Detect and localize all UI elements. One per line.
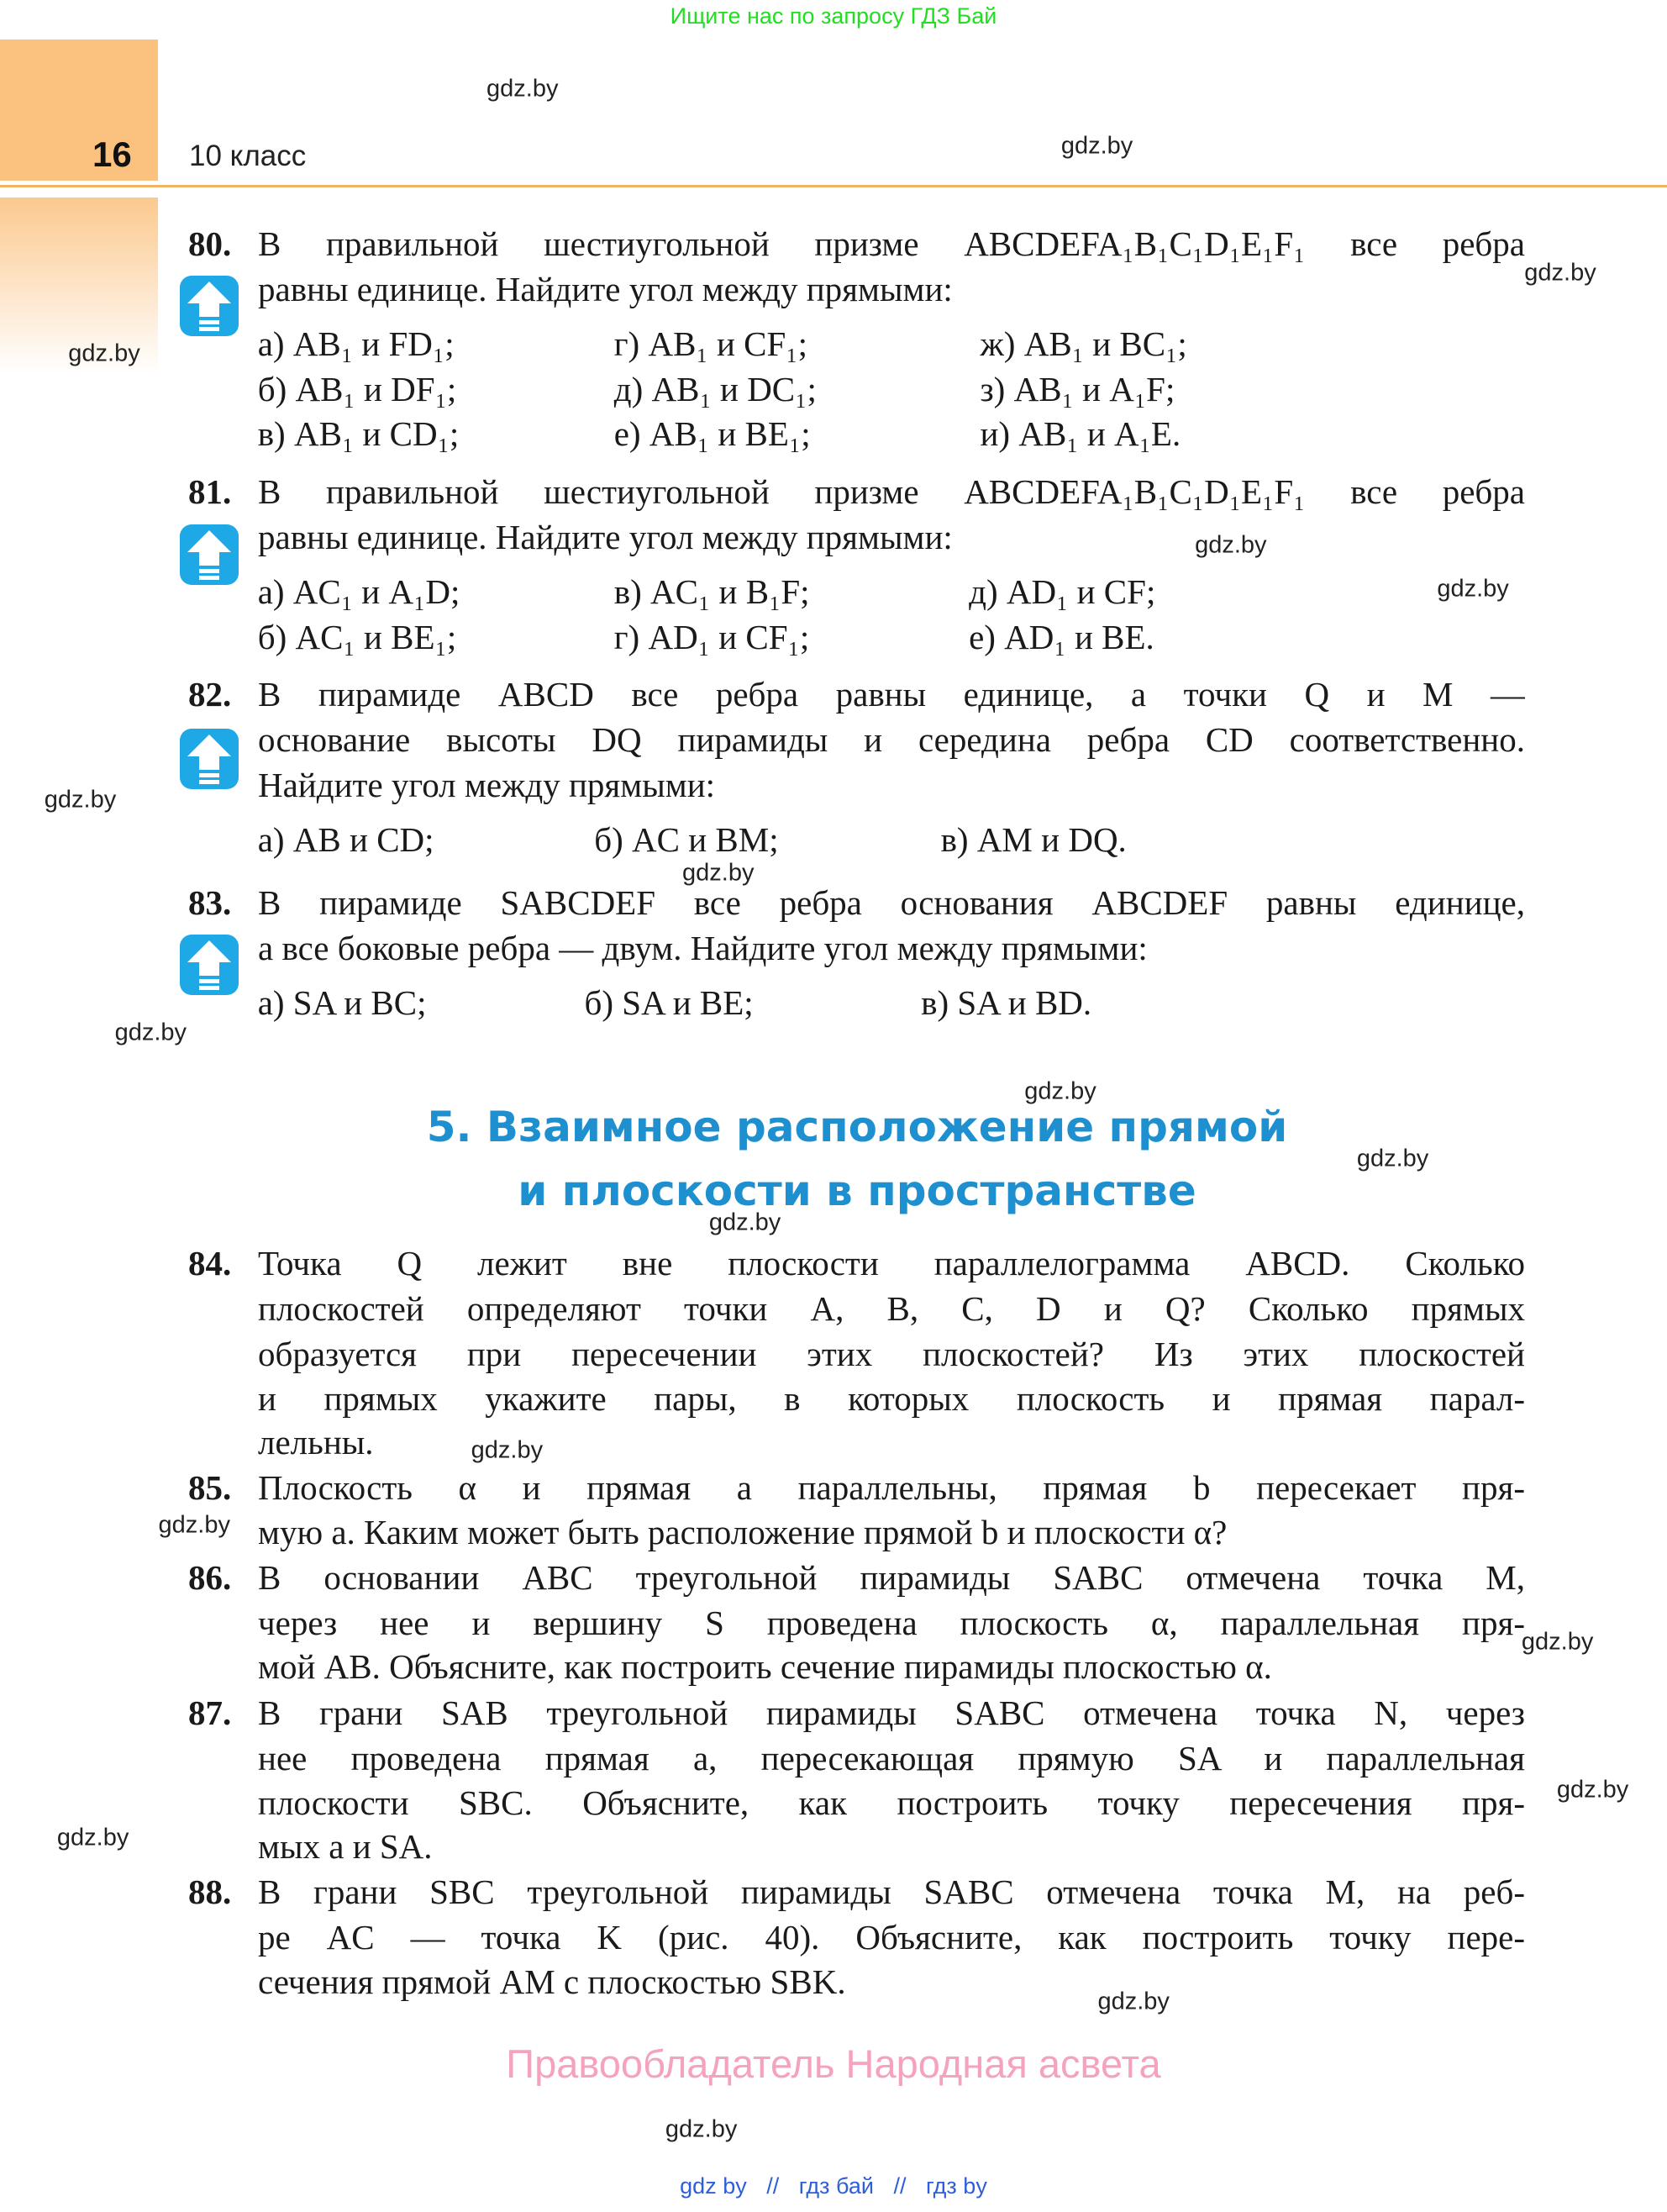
page-tab-decoration — [0, 40, 158, 181]
subproblem-item: а) AB и CD; — [257, 819, 434, 859]
watermark-gdz-by: gdz.by — [1060, 132, 1133, 160]
problem-number: 81. — [188, 471, 232, 511]
problem-number: 84. — [188, 1244, 232, 1283]
problem-number: 80. — [188, 224, 232, 263]
subproblem-item: е) AB₁ и BE₁; — [613, 414, 811, 454]
watermark-gdz-by: gdz.by — [708, 1209, 781, 1236]
subproblem-item: в) AC₁ и B₁F; — [613, 571, 810, 611]
watermark-gdz-by: gdz.by — [665, 2115, 738, 2143]
subproblem-item: в) SA и BD. — [921, 983, 1092, 1023]
problem-text-line: В правильной шестиугольной призме ABCDEFA₁B₁C₁D₁E₁F₁ все ребра — [258, 471, 1525, 511]
section-heading-line-1: 5. Взаимное расположение прямой — [426, 1103, 1288, 1151]
watermark-gdz-by: gdz.by — [486, 75, 559, 103]
problem-text-line: плоскостей определяют точки A, B, C, D и Q? Сколько прямых — [258, 1289, 1525, 1328]
problem-text-line: лельны. — [258, 1423, 374, 1462]
watermark-gdz-by: gdz.by — [1524, 259, 1596, 287]
problem-text-line: В грани SAB треугольной пирамиды SABC отмечена точка N, через — [258, 1693, 1525, 1733]
watermark-gdz-by: gdz.by — [158, 1511, 231, 1539]
footer-link-gdz-by[interactable]: gdz by — [680, 2173, 747, 2199]
watermark-gdz-by: gdz.by — [1097, 1988, 1170, 2015]
problem-text-line: нее проведена прямая a, пересекающая прямую SA и параллельная — [258, 1738, 1525, 1778]
subproblem-item: б) AC₁ и BE₁; — [257, 617, 457, 656]
elevated-difficulty-arrow-icon — [179, 728, 239, 790]
elevated-difficulty-arrow-icon — [179, 275, 239, 337]
subproblem-item: а) AC₁ и A₁D; — [257, 571, 460, 611]
section-heading-line-2: и плоскости в пространстве — [518, 1167, 1196, 1215]
problem-number: 83. — [188, 883, 232, 923]
footer-links — [0, 2173, 1667, 2199]
problem-text-line: сечения прямой AM с плоскостью SBK. — [258, 1962, 846, 2002]
footer-separator: // — [766, 2173, 780, 2199]
problem-number: 87. — [188, 1693, 232, 1733]
subproblem-item: г) AD₁ и CF₁; — [613, 617, 810, 656]
problem-number: 82. — [188, 675, 232, 714]
watermark-gdz-by: gdz.by — [1556, 1776, 1629, 1804]
problem-text-line: через нее и вершину S проведена плоскость α, параллельная пря- — [258, 1603, 1525, 1642]
search-hint-banner: Ищите нас по запросу ГДЗ Бай — [670, 3, 997, 29]
footer-link-gdz-bai[interactable]: гдз бай — [798, 2173, 874, 2199]
subproblem-item: ж) AB₁ и BC₁; — [980, 324, 1187, 363]
watermark-gdz-by: gdz.by — [1356, 1145, 1429, 1172]
watermark-gdz-by: gdz.by — [68, 340, 140, 367]
subproblem-item: б) SA и BE; — [584, 983, 754, 1023]
watermark-gdz-by: gdz.by — [1437, 575, 1509, 603]
header-divider — [0, 185, 1667, 187]
subproblem-item: д) AB₁ и DC₁; — [613, 369, 817, 408]
problem-text-line: а все боковые ребра — двум. Найдите угол между прямыми: — [258, 928, 1148, 967]
subproblem-item: б) AC и BM; — [594, 819, 779, 859]
problem-text-line: плоскости SBC. Объясните, как построить точку пересечения пря- — [258, 1783, 1525, 1823]
subproblem-item: а) AB₁ и FD₁; — [257, 324, 455, 363]
elevated-difficulty-arrow-icon — [179, 934, 239, 996]
subproblem-item: д) AD₁ и CF; — [969, 571, 1156, 611]
problem-text-line: В пирамиде ABCD все ребра равны единице, а точки Q и M — — [258, 675, 1525, 714]
problem-text-line: равны единице. Найдите угол между прямыми: — [258, 517, 953, 556]
problem-text-line: Плоскость α и прямая a параллельны, прямая b пересекает пря- — [258, 1467, 1525, 1507]
footer-separator: // — [893, 2173, 907, 2199]
subproblem-item: б) AB₁ и DF₁; — [257, 369, 457, 408]
watermark-gdz-by: gdz.by — [1024, 1077, 1096, 1105]
watermark-gdz-by: gdz.by — [114, 1019, 187, 1045]
problem-text-line: основание высоты DQ пирамиды и середина ребра CD соответственно. — [258, 719, 1525, 759]
subproblem-item: г) AB₁ и CF₁; — [613, 324, 807, 363]
subproblem-item: и) AB₁ и A₁E. — [980, 414, 1181, 454]
watermark-gdz-by: gdz.by — [682, 859, 755, 887]
problem-number: 85. — [188, 1467, 232, 1507]
problem-text-line: В грани SBC треугольной пирамиды SABC отмечена точка M, на реб- — [258, 1872, 1525, 1911]
problem-text-line: равны единице. Найдите угол между прямыми: — [258, 269, 953, 308]
problem-text-line: Точка Q лежит вне плоскости параллелограмма ABCD. Сколько — [258, 1244, 1525, 1283]
subproblem-item: в) AM и DQ. — [940, 819, 1127, 859]
problem-text-line: Найдите угол между прямыми: — [258, 765, 716, 804]
problem-text-line: мой AB. Объясните, как построить сечение пирамиды плоскостью α. — [258, 1646, 1272, 1686]
page-number: 16 — [92, 134, 132, 174]
subproblem-item: в) AB₁ и CD₁; — [257, 414, 460, 454]
problem-text-line: ре AC — точка K (рис. 40). Объясните, как построить точку пере- — [258, 1917, 1525, 1957]
problem-text-line: В пирамиде SABCDEF все ребра основания ABCDEF равны единице, — [258, 883, 1525, 923]
watermark-gdz-by: gdz.by — [56, 1824, 129, 1851]
subproblem-item: а) SA и BC; — [257, 983, 427, 1023]
problem-number: 88. — [188, 1872, 232, 1911]
rights-holder-notice: Правообладатель Народная асвета — [506, 2041, 1161, 2086]
problem-text-line: образуется при пересечении этих плоскостей? Из этих плоскостей — [258, 1334, 1525, 1373]
watermark-gdz-by: gdz.by — [44, 786, 117, 814]
problem-text-line: В основании ABC треугольной пирамиды SABC отмечена точка M, — [258, 1558, 1525, 1598]
subproblem-item: е) AD₁ и BE. — [969, 617, 1154, 656]
footer-link-gdz-by-ru[interactable]: гдз by — [926, 2173, 987, 2199]
watermark-gdz-by: gdz.by — [1195, 531, 1267, 559]
problem-text-line: мую a. Каким может быть расположение прямой b и плоскости α? — [258, 1513, 1228, 1552]
problem-number: 86. — [188, 1558, 232, 1598]
problem-text-line: мых a и SA. — [258, 1827, 433, 1867]
elevated-difficulty-arrow-icon — [179, 524, 239, 586]
subproblem-item: з) AB₁ и A₁F; — [980, 369, 1175, 408]
watermark-gdz-by: gdz.by — [1521, 1628, 1594, 1656]
problem-text-line: В правильной шестиугольной призме ABCDEFA₁B₁C₁D₁E₁F₁ все ребра — [258, 224, 1525, 263]
watermark-gdz-by: gdz.by — [471, 1436, 544, 1464]
problem-text-line: и прямых укажите пары, в которых плоскость и прямая парал- — [258, 1379, 1525, 1419]
grade-label: 10 класс — [189, 140, 307, 172]
